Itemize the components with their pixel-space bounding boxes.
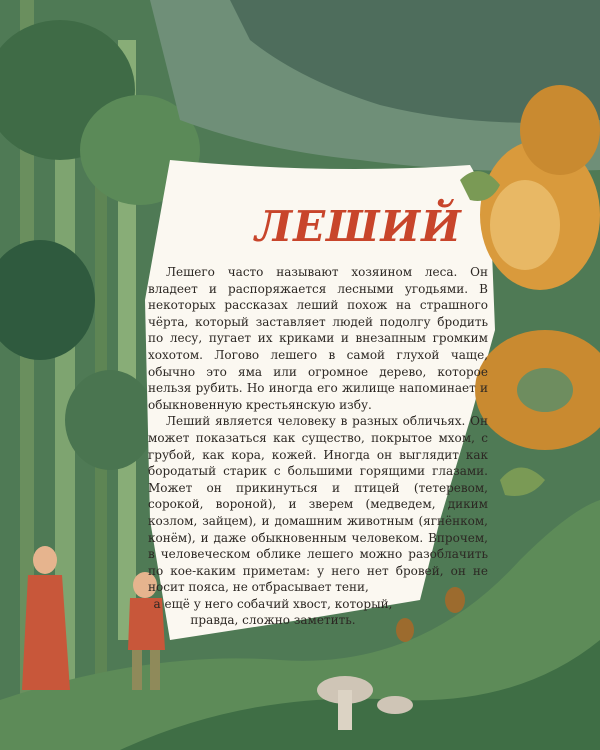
paragraph-1: Лешего часто называют хозяином леса. Он владеет и распоряжается лесными угодьями. В некоторых рассказах леший похож на страшного чёрта, который заставляет людей подолгу бродить по лесу, пугает их криками и внезапным громким хохотом. Логово лешего в самой глухой чаще, обычно это яма или огромное дерево, которое нельзя рубить. Но иногда его жилище напоминает и обыкновенную крестьянскую избу. xyxy=(148,265,488,412)
story-text xyxy=(148,264,488,629)
paragraph-3: а ещё у него собачий хвост, который, правда, сложно заметить. xyxy=(153,596,393,628)
page-title: ЛЕШИЙ xyxy=(255,202,462,251)
paragraph-2: Леший является человеку в разных обличьях. Он может показаться как существо, покрытое мхом, с грубой, как кора, кожей. Иногда он выглядит как бородатый старик с большими горящими глазами. Может он прикинуться и птицей (тетеревом, сорокой, вороной), и зверем (медведем, диким козлом, зайцем), и домашним животным (ягнёнком, конём), и даже обыкновенным человеком. Впрочем, в человеческом облике лешего можно разоблачить по кое-каким приметам: у него нет бровей, он не носит пояса, не отбрасывает тени, xyxy=(148,414,488,595)
